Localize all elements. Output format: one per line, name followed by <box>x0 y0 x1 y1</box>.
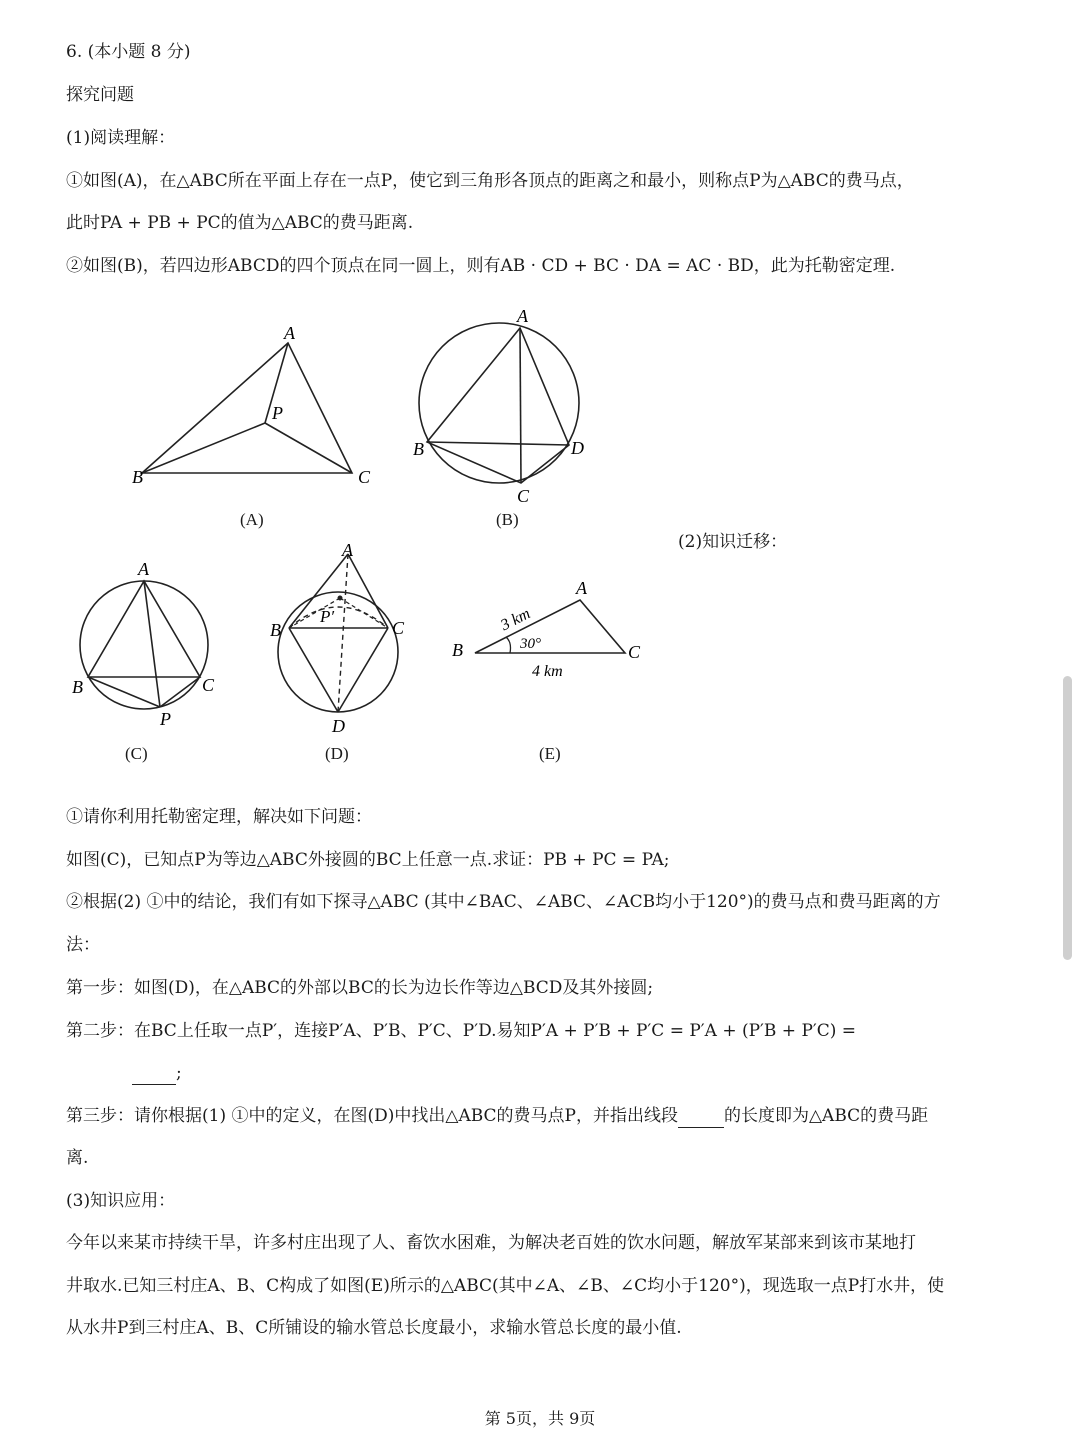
fig-a-label-p: P <box>272 403 283 423</box>
fig-b-label-b: B <box>413 439 424 459</box>
fig-e-label-bc: 4 km <box>532 663 563 680</box>
figure-a-caption: (A) <box>240 510 264 529</box>
step-2: 第二步：在BC上任取一点P′，连接P′A、P′B、P′C、P′D.易知P′A + P′B + P′C = P′A + (P′B + P′C) = <box>66 1021 857 1041</box>
figure-c <box>62 555 232 735</box>
fig-c-label-a: A <box>138 559 149 579</box>
paragraph-1-line-1: ①如图(A)，在△ABC所在平面上存在一点P，使它到三角形各顶点的距离之和最小，则称点P为△ABC的费马点， <box>66 171 914 191</box>
part3-title: (3)知识应用： <box>66 1191 176 1211</box>
question-1-line-2: 如图(C)，已知点P为等边△ABC外接圆的BC上任意一点.求证：PB + PC = PA; <box>66 850 670 870</box>
problem-topic: 探究问题 <box>66 85 134 105</box>
step-3-line-1 <box>66 1104 928 1128</box>
fig-d-label-c: C <box>392 618 405 638</box>
application-line-3: 从水井P到三村庄A、B、C所铺设的输水管总长度最小，求输水管总长度的最小值. <box>66 1318 682 1338</box>
fig-e-label-ab: 3 km <box>498 605 534 635</box>
fig-a-label-b: B <box>132 467 143 487</box>
part2-title: (2)知识迁移： <box>678 532 788 552</box>
step-2-blank-line <box>132 1061 182 1085</box>
fig-a-label-c: C <box>358 467 371 487</box>
fig-a-label-a: A <box>284 323 295 343</box>
figure-d <box>262 540 422 740</box>
question-1-line-1: ①请你利用托勒密定理，解决如下问题： <box>66 807 372 827</box>
application-line-2: 井取水.已知三村庄A、B、C构成了如图(E)所示的△ABC(其中∠A、∠B、∠C均小于120°)，现选取一点P打水井，使 <box>66 1276 945 1296</box>
figure-a <box>120 315 380 495</box>
problem-header: 6. (本小题 8 分) <box>66 42 191 62</box>
application-line-1: 今年以来某市持续干旱，许多村庄出现了人、畜饮水困难，为解决老百姓的饮水问题，解放军某部来到该市某地打 <box>66 1233 916 1253</box>
figure-c-caption: (C) <box>125 744 148 763</box>
fig-d-label-d: D <box>332 716 345 736</box>
fig-e-label-c: C <box>628 642 641 662</box>
figure-b <box>405 300 605 510</box>
question-2-line-1: ②根据(2) ①中的结论，我们有如下探寻△ABC (其中∠BAC、∠ABC、∠ACB均小于120°)的费马点和费马距离的方 <box>66 892 941 912</box>
page-footer: 第 5页，共 9页 <box>484 1409 596 1428</box>
fig-e-label-angle: 30° <box>520 636 541 652</box>
fig-c-label-c: C <box>202 675 215 695</box>
fig-d-label-b: B <box>270 620 281 640</box>
paragraph-2-line: ②如图(B)，若四边形ABCD的四个顶点在同一圆上，则有AB · CD + BC · DA = AC · BD，此为托勒密定理. <box>66 256 896 276</box>
fig-d-label-a: A <box>342 540 353 560</box>
scrollbar-thumb[interactable] <box>1063 676 1072 960</box>
question-2-line-2: 法： <box>66 935 100 955</box>
figure-d-caption: (D) <box>325 744 349 763</box>
fig-b-label-c: C <box>517 486 530 506</box>
answer-blank-step2[interactable] <box>132 1068 176 1085</box>
step-1: 第一步：如图(D)，在△ABC的外部以BC的长为边长作等边△BCD及其外接圆; <box>66 978 654 998</box>
fig-b-label-a: A <box>517 306 528 326</box>
fig-c-label-b: B <box>72 677 83 697</box>
fig-c-label-p: P <box>160 709 171 729</box>
step-3-text-b: 的长度即为△ABC的费马距 <box>723 1106 929 1126</box>
figure-e-caption: (E) <box>539 744 561 763</box>
figure-b-caption: (B) <box>496 510 519 529</box>
step-3-line-2: 离. <box>66 1148 89 1168</box>
answer-blank-step3[interactable] <box>678 1111 724 1128</box>
step-2-end: ; <box>176 1063 182 1083</box>
paragraph-1-line-2: 此时PA + PB + PC的值为△ABC的费马距离. <box>66 213 414 233</box>
part1-title: (1)阅读理解： <box>66 128 176 148</box>
fig-e-label-b: B <box>452 640 463 660</box>
fig-d-label-p: P′ <box>320 607 335 626</box>
fig-b-label-d: D <box>571 438 584 458</box>
figure-e <box>440 570 680 690</box>
step-3-text-a: 第三步：请你根据(1) ①中的定义，在图(D)中找出△ABC的费马点P，并指出线段 <box>66 1106 678 1126</box>
fig-e-label-a: A <box>576 578 587 598</box>
